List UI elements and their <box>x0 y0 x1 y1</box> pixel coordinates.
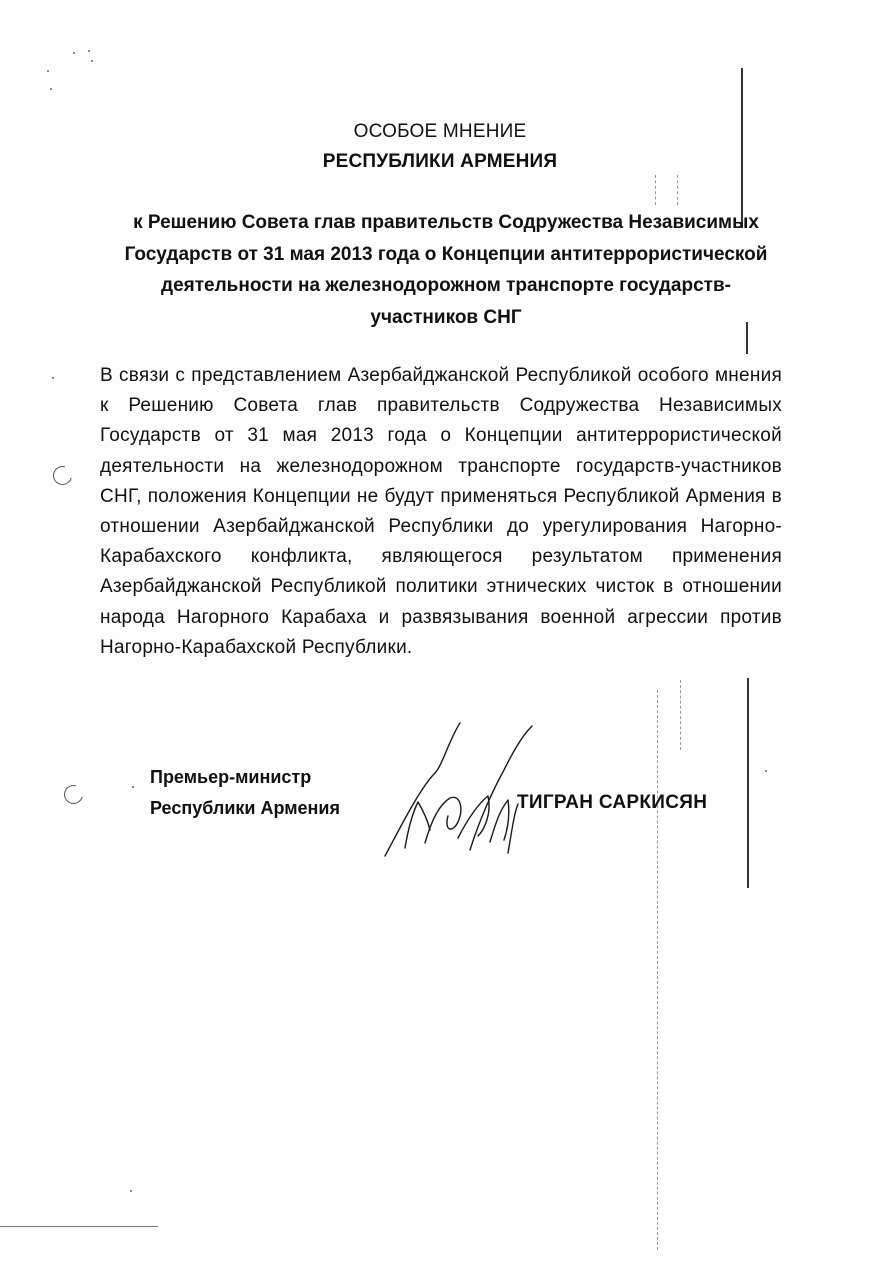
punch-hole-mark <box>61 782 87 808</box>
document-body: В связи с представлением Азербайджанской Республикой особого мнения к Решению Совета глав правительств Содружества Независимых Государств от 31 мая 2013 года о Концепции антитеррористической деятельности на железнодорожном транспорте государств-участников СНГ, положения Концепции не будут применяться Республикой Армения в отношении Азербайджанской Республики до урегулирования Нагорно-Карабахского конфликта, являющегося результатом применения Азербайджанской Республикой политики этнических чисток в отношении народа Нагорного Карабаха и развязывания военной агрессии против Нагорно-Карабахской Республики. <box>100 365 782 658</box>
scan-dotted-line <box>655 175 656 205</box>
scan-edge-line <box>741 68 743 228</box>
punch-hole-mark <box>50 463 76 489</box>
scan-speck <box>88 50 90 52</box>
scan-speck <box>765 770 767 772</box>
document-title: ОСОБОЕ МНЕНИЕ <box>353 121 527 142</box>
scan-speck <box>50 88 52 90</box>
scan-speck <box>52 377 54 379</box>
scan-speck <box>47 70 49 72</box>
scan-edge-line <box>747 678 749 888</box>
signer-name: ТИГРАН САРКИСЯН <box>517 792 708 813</box>
scan-speck <box>132 786 134 788</box>
document-subtitle: к Решению Совета глав правительств Содружества Независимых Государств от 31 мая 2013 года о Концепции антитеррористической деятельности на железнодорожном транспорте государств-участников СНГ <box>124 212 768 328</box>
scan-dotted-line <box>657 690 658 1250</box>
scan-bottom-line <box>0 1226 158 1227</box>
signer-position-line1: Премьер-министр <box>150 767 312 787</box>
document-title-country: РЕСПУБЛИКИ АРМЕНИЯ <box>322 151 558 172</box>
scan-speck <box>91 60 93 62</box>
scan-speck <box>73 52 75 54</box>
scan-speck <box>130 1190 132 1192</box>
signer-position-line2: Республики Армения <box>150 798 340 818</box>
scan-dotted-line <box>677 175 678 205</box>
handwritten-signature <box>380 718 540 868</box>
signer-position <box>150 762 340 824</box>
scan-dotted-line <box>680 680 681 750</box>
